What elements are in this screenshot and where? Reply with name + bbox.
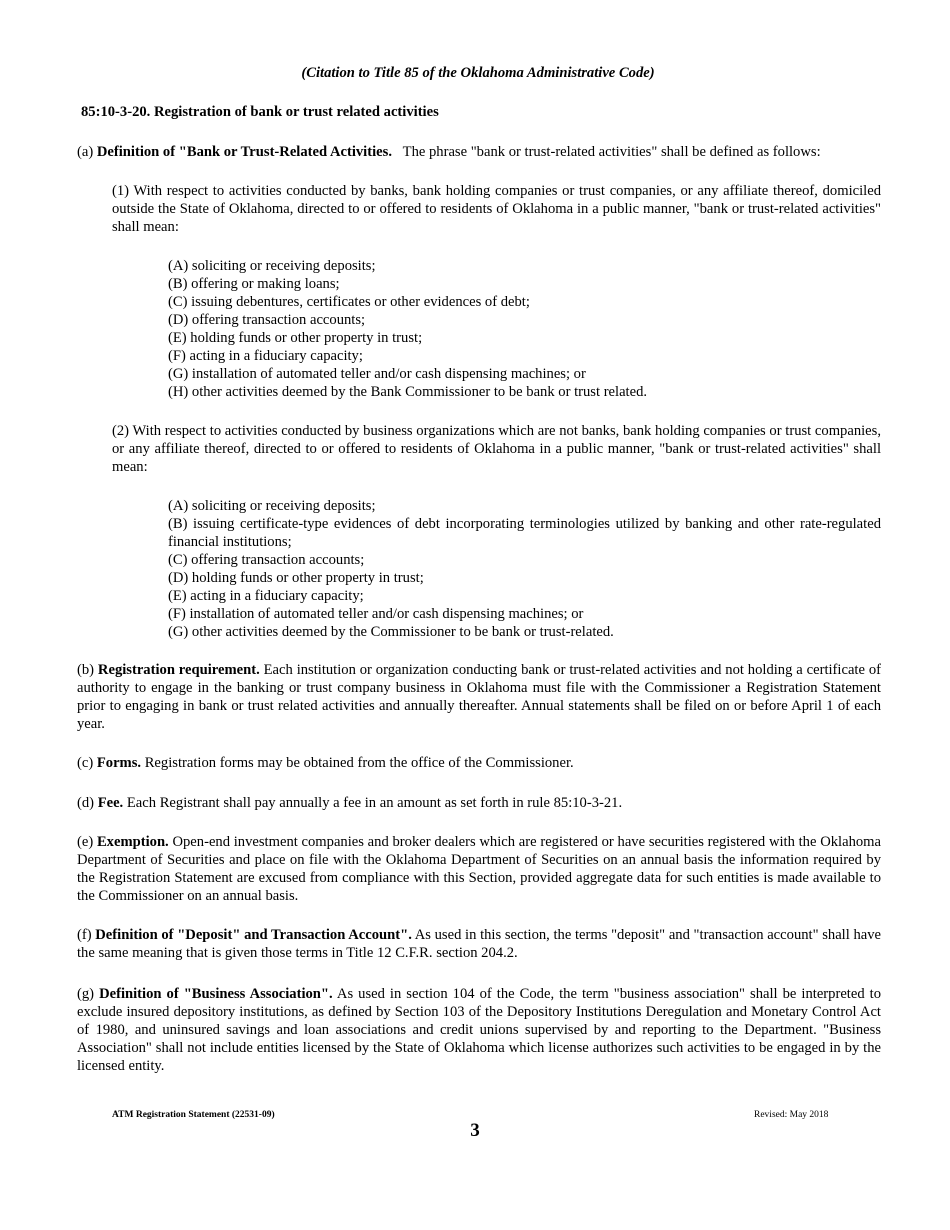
section-d-prefix: (d): [77, 795, 95, 811]
list-item: (B) offering or making loans;: [168, 276, 340, 292]
section-b-text: Each institution or organization conducting bank or trust-related activities and not holding a certificate of authority to engage in the banking or trust company business in Oklahoma must file with the Commissioner a Registration Statement prior to engaging in bank or trust related activities and annually thereafter. Annual statements shall be filed on or before April 1 of each year.: [77, 662, 881, 732]
section-c-paragraph: [77, 754, 881, 772]
section-title: 85:10-3-20. Registration of bank or trust related activities: [81, 104, 439, 120]
section-d-paragraph: [77, 794, 881, 812]
section-d-text: Each Registrant shall pay annually a fee in an amount as set forth in rule 85:10-3-21.: [126, 795, 623, 811]
list-item: (F) installation of automated teller and/or cash dispensing machines; or: [168, 606, 584, 622]
list-item: (F) acting in a fiduciary capacity;: [168, 348, 363, 364]
list-item: (G) other activities deemed by the Commissioner to be bank or trust-related.: [168, 624, 614, 640]
section-a-text: The phrase "bank or trust-related activities" shall be defined as follows:: [402, 144, 821, 160]
section-e-paragraph: [77, 833, 881, 905]
section-a-heading: Definition of "Bank or Trust-Related Activities.: [96, 144, 392, 160]
section-c-text: Registration forms may be obtained from the office of the Commissioner.: [144, 755, 574, 771]
section-f-heading: Definition of "Deposit" and Transaction Account".: [95, 927, 412, 943]
list-item: (D) offering transaction accounts;: [168, 312, 366, 328]
section-f-paragraph: [77, 926, 881, 962]
section-f-text: As used in this section, the terms "deposit" and "transaction account" shall have the same meaning that is given those terms in Title 12 C.F.R. section 204.2.: [77, 927, 881, 961]
list-item: (A) soliciting or receiving deposits;: [168, 498, 376, 514]
section-d-heading: Fee.: [97, 795, 124, 811]
section-g-prefix: (g): [77, 986, 95, 1002]
section-c-heading: Forms.: [96, 755, 142, 771]
list-item: (B) issuing certificate-type evidences of debt incorporating terminologies utilized by banking and other rate-regulated financial institutions;: [168, 516, 881, 550]
sub2-list: [168, 497, 881, 641]
sub1-list: [168, 257, 881, 401]
list-item: (C) issuing debentures, certificates or other evidences of debt;: [168, 294, 530, 310]
section-f-prefix: (f): [77, 927, 92, 943]
list-item: (A) soliciting or receiving deposits;: [168, 258, 376, 274]
section-e-prefix: (e): [77, 834, 94, 850]
section-g-heading: Definition of "Business Association".: [99, 986, 333, 1002]
section-b-paragraph: [77, 661, 881, 733]
citation-header: (Citation to Title 85 of the Oklahoma Administrative Code): [301, 65, 655, 81]
section-a-sub1-text: (1) With respect to activities conducted by banks, bank holding companies or trust companies, or any affiliate thereof, domiciled outside the State of Oklahoma, directed to or offered to residents of Oklahoma in a public manner, "bank or trust-related activities" shall mean:: [112, 183, 881, 235]
section-a-sub2-text: (2) With respect to activities conducted by business organizations which are not banks, bank holding companies or trust companies, or any affiliate thereof, directed to or offered to residents of Oklahoma in a public manner, "bank or trust-related activities" shall mean:: [112, 423, 881, 475]
footer-revised-date: Revised: May 2018: [754, 1110, 829, 1120]
section-a-paragraph: [77, 143, 880, 161]
section-e-text: Open-end investment companies and broker dealers which are registered or have securities registered with the Oklahoma Department of Securities and place on file with the Oklahoma Department of Securities on an annual basis the information required by the Registration Statement are excused from compliance with this Section, provided aggregate data for such entities is made available to the Commissioner on an annual basis.: [77, 834, 881, 904]
section-c-prefix: (c): [77, 755, 94, 771]
section-b-heading: Registration requirement.: [97, 662, 260, 678]
section-g-text: As used in section 104 of the Code, the term "business association" shall be interpreted to exclude insured depository institutions, as defined by Section 103 of the Depository Institutions Deregulation and Monetary Control Act of 1980, and uninsured savings and loan associations and credit unions supervised by and reporting to the Department. "Business Association" shall not include entities licensed by the State of Oklahoma which license authorizes such activities to be engaged in by the licensed entity.: [77, 986, 882, 1074]
list-item: (E) acting in a fiduciary capacity;: [168, 588, 364, 604]
section-a-prefix: (a): [77, 144, 94, 160]
list-item: (G) installation of automated teller and/or cash dispensing machines; or: [168, 366, 586, 382]
list-item: (D) holding funds or other property in trust;: [168, 570, 424, 586]
section-g-paragraph: [77, 985, 881, 1075]
list-item: (E) holding funds or other property in trust;: [168, 330, 423, 346]
list-item: (H) other activities deemed by the Bank Commissioner to be bank or trust related.: [168, 384, 648, 400]
section-e-heading: Exemption.: [96, 834, 169, 850]
page-number: 3: [470, 1120, 480, 1141]
list-item: (C) offering transaction accounts;: [168, 552, 365, 568]
section-b-prefix: (b): [77, 662, 95, 678]
footer-form-name: ATM Registration Statement (22531-09): [112, 1110, 275, 1120]
